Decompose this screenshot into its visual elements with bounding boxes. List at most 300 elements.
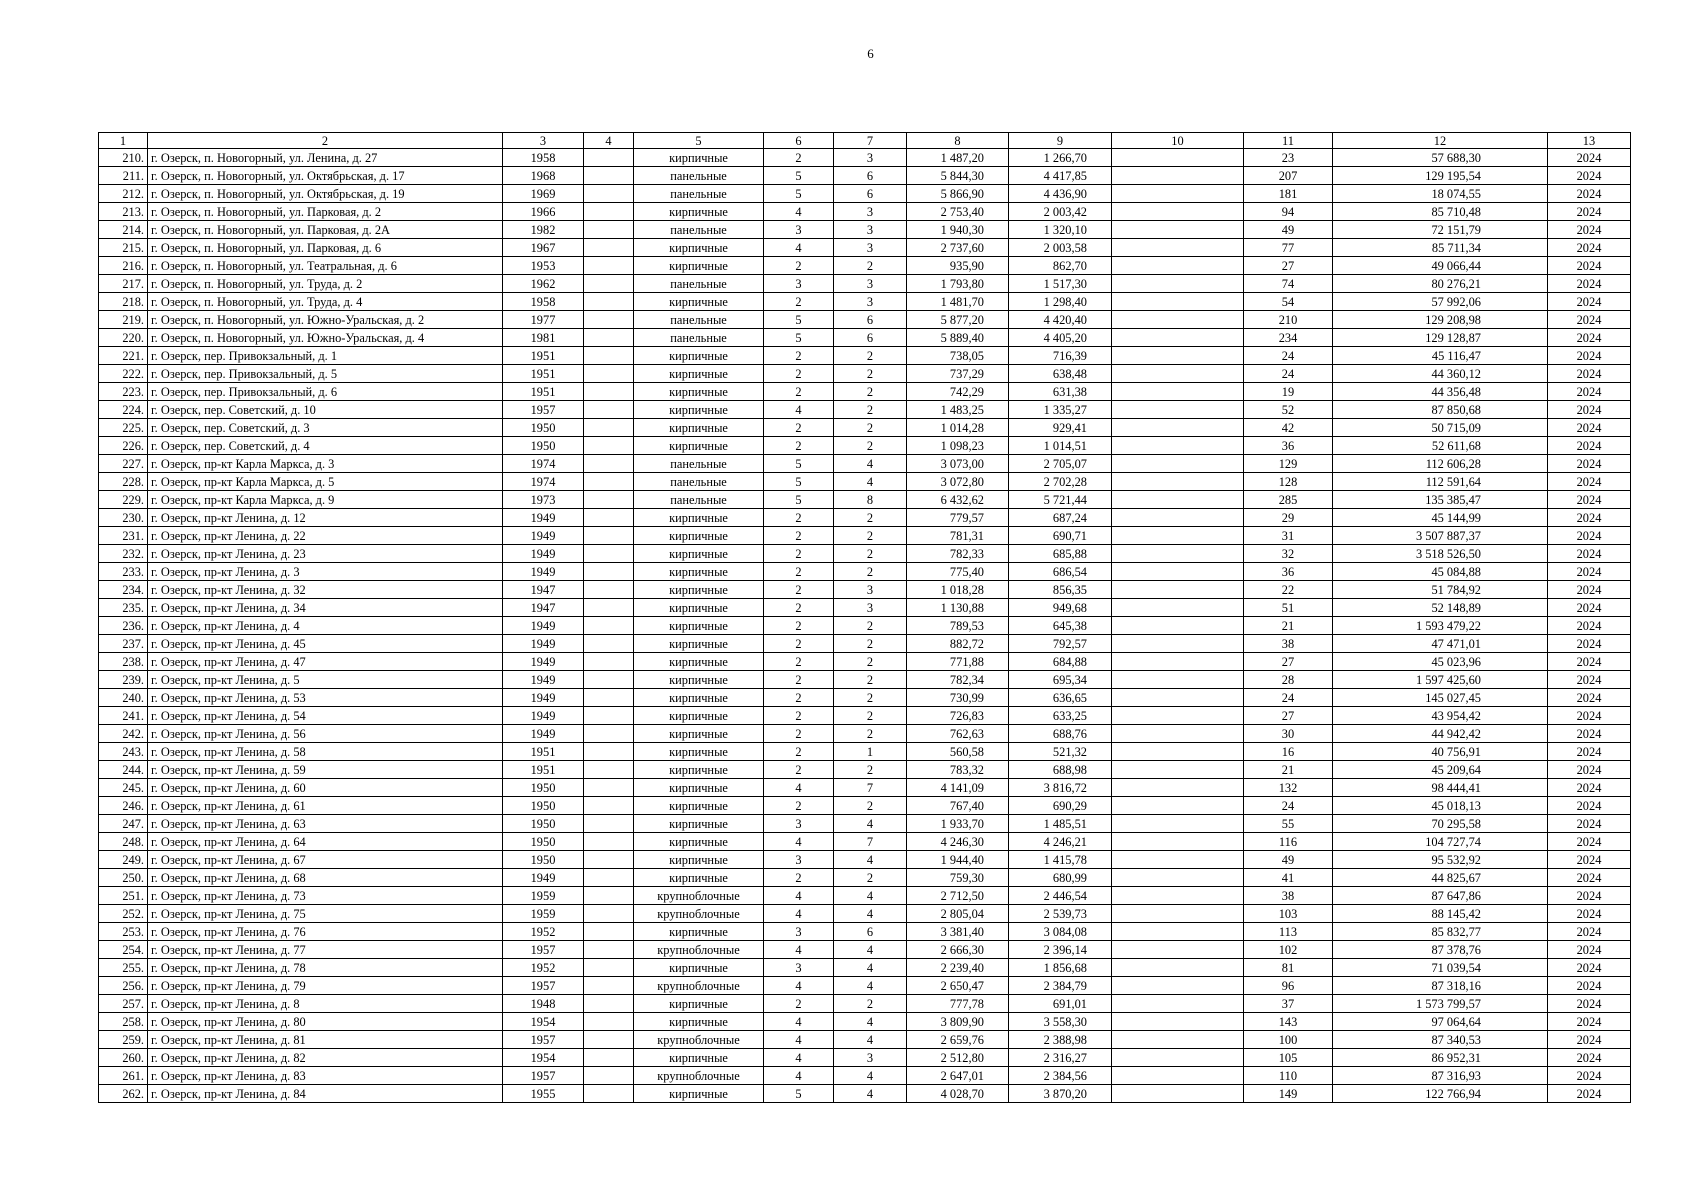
- cell-total-area: 1 944,40: [907, 851, 1009, 869]
- cell-row-number: 250.: [99, 869, 148, 887]
- table-row: [99, 257, 1631, 275]
- table-row: [99, 419, 1631, 437]
- cell-entrances: 3: [834, 599, 907, 617]
- column-header-1: 1: [99, 133, 148, 149]
- cell-cost: 44 825,67: [1333, 869, 1548, 887]
- cell-year-built: 1974: [503, 455, 584, 473]
- cell-address: г. Озерск, пр-кт Ленина, д. 82: [148, 1049, 503, 1067]
- cell-entrances: 4: [834, 959, 907, 977]
- cell-cost: 129 195,54: [1333, 167, 1548, 185]
- cell-address: г. Озерск, пр-кт Ленина, д. 23: [148, 545, 503, 563]
- cell-wall-material: крупноблочные: [634, 977, 764, 995]
- cell-row-number: 215.: [99, 239, 148, 257]
- cell-year-planned: 2024: [1548, 293, 1631, 311]
- cell-year-planned: 2024: [1548, 311, 1631, 329]
- table-row: [99, 995, 1631, 1013]
- cell-living-area: 690,29: [1009, 797, 1112, 815]
- cell-year-built: 1959: [503, 887, 584, 905]
- cell-col-4: [584, 635, 634, 653]
- cell-address: г. Озерск, п. Новогорный, ул. Парковая, д. 2: [148, 203, 503, 221]
- cell-residents: 32: [1244, 545, 1333, 563]
- cell-wall-material: кирпичные: [634, 257, 764, 275]
- cell-residents: 81: [1244, 959, 1333, 977]
- cell-residents: 24: [1244, 797, 1333, 815]
- table-row: [99, 977, 1631, 995]
- cell-wall-material: крупноблочные: [634, 941, 764, 959]
- table-row: [99, 509, 1631, 527]
- cell-year-planned: 2024: [1548, 419, 1631, 437]
- cell-col-4: [584, 707, 634, 725]
- cell-floors: 3: [764, 275, 834, 293]
- cell-address: г. Озерск, п. Новогорный, ул. Парковая, д. 2А: [148, 221, 503, 239]
- cell-cost: 57 688,30: [1333, 149, 1548, 167]
- cell-floors: 4: [764, 239, 834, 257]
- cell-col-10: [1112, 419, 1244, 437]
- cell-col-4: [584, 365, 634, 383]
- cell-cost: 112 591,64: [1333, 473, 1548, 491]
- cell-address: г. Озерск, пр-кт Ленина, д. 47: [148, 653, 503, 671]
- cell-year-planned: 2024: [1548, 185, 1631, 203]
- column-header-6: 6: [764, 133, 834, 149]
- cell-residents: 234: [1244, 329, 1333, 347]
- cell-floors: 4: [764, 203, 834, 221]
- cell-cost: 80 276,21: [1333, 275, 1548, 293]
- cell-year-planned: 2024: [1548, 833, 1631, 851]
- cell-year-planned: 2024: [1548, 905, 1631, 923]
- column-header-12: 12: [1333, 133, 1548, 149]
- cell-cost: 98 444,41: [1333, 779, 1548, 797]
- cell-residents: 149: [1244, 1085, 1333, 1103]
- cell-floors: 2: [764, 707, 834, 725]
- cell-floors: 2: [764, 581, 834, 599]
- cell-residents: 100: [1244, 1031, 1333, 1049]
- cell-total-area: 777,78: [907, 995, 1009, 1013]
- cell-living-area: 2 003,42: [1009, 203, 1112, 221]
- cell-living-area: 686,54: [1009, 563, 1112, 581]
- cell-col-4: [584, 959, 634, 977]
- cell-residents: 54: [1244, 293, 1333, 311]
- cell-col-10: [1112, 743, 1244, 761]
- cell-entrances: 6: [834, 329, 907, 347]
- cell-col-4: [584, 527, 634, 545]
- cell-year-built: 1949: [503, 707, 584, 725]
- cell-cost: 50 715,09: [1333, 419, 1548, 437]
- cell-address: г. Озерск, пер. Привокзальный, д. 6: [148, 383, 503, 401]
- column-header-9: 9: [1009, 133, 1112, 149]
- table-row: [99, 239, 1631, 257]
- cell-entrances: 2: [834, 797, 907, 815]
- cell-total-area: 3 381,40: [907, 923, 1009, 941]
- cell-year-built: 1962: [503, 275, 584, 293]
- cell-floors: 4: [764, 977, 834, 995]
- cell-wall-material: кирпичные: [634, 239, 764, 257]
- cell-year-planned: 2024: [1548, 887, 1631, 905]
- cell-residents: 23: [1244, 149, 1333, 167]
- cell-floors: 2: [764, 383, 834, 401]
- cell-year-built: 1949: [503, 509, 584, 527]
- cell-living-area: 1 485,51: [1009, 815, 1112, 833]
- cell-address: г. Озерск, п. Новогорный, ул. Октябрьская, д. 19: [148, 185, 503, 203]
- cell-cost: 129 128,87: [1333, 329, 1548, 347]
- cell-floors: 3: [764, 851, 834, 869]
- cell-row-number: 257.: [99, 995, 148, 1013]
- cell-cost: 52 611,68: [1333, 437, 1548, 455]
- cell-wall-material: кирпичные: [634, 707, 764, 725]
- cell-cost: 1 593 479,22: [1333, 617, 1548, 635]
- cell-col-4: [584, 905, 634, 923]
- cell-residents: 181: [1244, 185, 1333, 203]
- cell-residents: 51: [1244, 599, 1333, 617]
- cell-year-built: 1958: [503, 149, 584, 167]
- cell-year-built: 1949: [503, 635, 584, 653]
- cell-col-10: [1112, 833, 1244, 851]
- cell-col-4: [584, 311, 634, 329]
- cell-row-number: 216.: [99, 257, 148, 275]
- cell-wall-material: кирпичные: [634, 761, 764, 779]
- cell-total-area: 1 481,70: [907, 293, 1009, 311]
- cell-floors: 2: [764, 635, 834, 653]
- cell-wall-material: кирпичные: [634, 1049, 764, 1067]
- table-row: [99, 1049, 1631, 1067]
- table-row: [99, 293, 1631, 311]
- cell-wall-material: кирпичные: [634, 347, 764, 365]
- cell-wall-material: кирпичные: [634, 563, 764, 581]
- cell-cost: 72 151,79: [1333, 221, 1548, 239]
- cell-residents: 31: [1244, 527, 1333, 545]
- cell-wall-material: панельные: [634, 221, 764, 239]
- cell-wall-material: кирпичные: [634, 401, 764, 419]
- cell-entrances: 3: [834, 275, 907, 293]
- cell-year-built: 1950: [503, 833, 584, 851]
- cell-cost: 122 766,94: [1333, 1085, 1548, 1103]
- cell-col-10: [1112, 941, 1244, 959]
- cell-address: г. Озерск, п. Новогорный, ул. Октябрьская, д. 17: [148, 167, 503, 185]
- cell-floors: 2: [764, 149, 834, 167]
- cell-living-area: 856,35: [1009, 581, 1112, 599]
- cell-floors: 5: [764, 455, 834, 473]
- cell-entrances: 3: [834, 581, 907, 599]
- cell-col-10: [1112, 329, 1244, 347]
- cell-address: г. Озерск, пер. Привокзальный, д. 1: [148, 347, 503, 365]
- cell-year-built: 1973: [503, 491, 584, 509]
- cell-total-area: 5 889,40: [907, 329, 1009, 347]
- cell-residents: 42: [1244, 419, 1333, 437]
- cell-entrances: 2: [834, 707, 907, 725]
- cell-cost: 95 532,92: [1333, 851, 1548, 869]
- cell-entrances: 6: [834, 185, 907, 203]
- cell-wall-material: кирпичные: [634, 509, 764, 527]
- cell-col-4: [584, 1049, 634, 1067]
- cell-wall-material: кирпичные: [634, 869, 764, 887]
- cell-year-built: 1981: [503, 329, 584, 347]
- cell-entrances: 4: [834, 905, 907, 923]
- cell-col-4: [584, 599, 634, 617]
- cell-living-area: 688,76: [1009, 725, 1112, 743]
- cell-wall-material: кирпичные: [634, 1085, 764, 1103]
- cell-cost: 87 318,16: [1333, 977, 1548, 995]
- cell-total-area: 3 809,90: [907, 1013, 1009, 1031]
- cell-entrances: 2: [834, 437, 907, 455]
- cell-living-area: 680,99: [1009, 869, 1112, 887]
- cell-row-number: 221.: [99, 347, 148, 365]
- cell-year-built: 1957: [503, 977, 584, 995]
- table-row: [99, 833, 1631, 851]
- cell-address: г. Озерск, пр-кт Ленина, д. 61: [148, 797, 503, 815]
- cell-wall-material: кирпичные: [634, 959, 764, 977]
- cell-residents: 36: [1244, 563, 1333, 581]
- cell-year-built: 1951: [503, 365, 584, 383]
- cell-row-number: 224.: [99, 401, 148, 419]
- cell-living-area: 2 388,98: [1009, 1031, 1112, 1049]
- cell-wall-material: кирпичные: [634, 815, 764, 833]
- cell-col-10: [1112, 815, 1244, 833]
- cell-cost: 87 850,68: [1333, 401, 1548, 419]
- cell-year-planned: 2024: [1548, 203, 1631, 221]
- cell-year-planned: 2024: [1548, 995, 1631, 1013]
- cell-living-area: 4 405,20: [1009, 329, 1112, 347]
- table-row: [99, 653, 1631, 671]
- cell-wall-material: панельные: [634, 473, 764, 491]
- cell-year-built: 1949: [503, 689, 584, 707]
- cell-wall-material: кирпичные: [634, 203, 764, 221]
- cell-total-area: 2 666,30: [907, 941, 1009, 959]
- cell-total-area: 1 130,88: [907, 599, 1009, 617]
- cell-row-number: 218.: [99, 293, 148, 311]
- cell-residents: 24: [1244, 347, 1333, 365]
- cell-col-4: [584, 347, 634, 365]
- cell-col-10: [1112, 905, 1244, 923]
- cell-total-area: 771,88: [907, 653, 1009, 671]
- cell-total-area: 1 940,30: [907, 221, 1009, 239]
- cell-wall-material: панельные: [634, 275, 764, 293]
- cell-year-built: 1949: [503, 653, 584, 671]
- cell-residents: 24: [1244, 365, 1333, 383]
- cell-floors: 2: [764, 797, 834, 815]
- table-row: [99, 527, 1631, 545]
- cell-col-10: [1112, 959, 1244, 977]
- cell-col-10: [1112, 761, 1244, 779]
- cell-col-4: [584, 1013, 634, 1031]
- cell-entrances: 2: [834, 419, 907, 437]
- cell-year-built: 1966: [503, 203, 584, 221]
- cell-address: г. Озерск, пер. Советский, д. 3: [148, 419, 503, 437]
- cell-wall-material: кирпичные: [634, 419, 764, 437]
- cell-year-built: 1950: [503, 851, 584, 869]
- cell-total-area: 781,31: [907, 527, 1009, 545]
- cell-entrances: 2: [834, 401, 907, 419]
- cell-year-built: 1949: [503, 527, 584, 545]
- cell-residents: 49: [1244, 221, 1333, 239]
- table-row: [99, 923, 1631, 941]
- table-row: [99, 1031, 1631, 1049]
- cell-col-4: [584, 815, 634, 833]
- cell-floors: 4: [764, 1049, 834, 1067]
- cell-cost: 87 378,76: [1333, 941, 1548, 959]
- cell-year-built: 1969: [503, 185, 584, 203]
- cell-col-10: [1112, 671, 1244, 689]
- cell-total-area: 742,29: [907, 383, 1009, 401]
- cell-row-number: 235.: [99, 599, 148, 617]
- cell-entrances: 2: [834, 995, 907, 1013]
- cell-address: г. Озерск, пр-кт Ленина, д. 75: [148, 905, 503, 923]
- cell-total-area: 767,40: [907, 797, 1009, 815]
- table-row: [99, 689, 1631, 707]
- page-number: 6: [867, 46, 874, 61]
- cell-residents: 74: [1244, 275, 1333, 293]
- cell-year-built: 1950: [503, 779, 584, 797]
- column-header-2: 2: [148, 133, 503, 149]
- cell-year-planned: 2024: [1548, 923, 1631, 941]
- cell-floors: 3: [764, 815, 834, 833]
- cell-address: г. Озерск, пр-кт Ленина, д. 81: [148, 1031, 503, 1049]
- cell-col-10: [1112, 653, 1244, 671]
- cell-cost: 104 727,74: [1333, 833, 1548, 851]
- cell-year-planned: 2024: [1548, 509, 1631, 527]
- cell-row-number: 223.: [99, 383, 148, 401]
- cell-residents: 77: [1244, 239, 1333, 257]
- cell-total-area: 4 028,70: [907, 1085, 1009, 1103]
- table-row: [99, 869, 1631, 887]
- cell-col-10: [1112, 437, 1244, 455]
- cell-year-planned: 2024: [1548, 239, 1631, 257]
- cell-year-planned: 2024: [1548, 437, 1631, 455]
- cell-year-planned: 2024: [1548, 167, 1631, 185]
- cell-total-area: 2 659,76: [907, 1031, 1009, 1049]
- cell-total-area: 5 866,90: [907, 185, 1009, 203]
- cell-year-built: 1957: [503, 401, 584, 419]
- cell-col-4: [584, 185, 634, 203]
- cell-col-4: [584, 995, 634, 1013]
- cell-total-area: 762,63: [907, 725, 1009, 743]
- cell-living-area: 3 084,08: [1009, 923, 1112, 941]
- cell-entrances: 2: [834, 617, 907, 635]
- table-row: [99, 725, 1631, 743]
- cell-year-planned: 2024: [1548, 707, 1631, 725]
- cell-year-built: 1949: [503, 671, 584, 689]
- cell-floors: 4: [764, 401, 834, 419]
- cell-row-number: 255.: [99, 959, 148, 977]
- cell-col-10: [1112, 725, 1244, 743]
- cell-entrances: 4: [834, 977, 907, 995]
- cell-entrances: 7: [834, 779, 907, 797]
- cell-entrances: 2: [834, 545, 907, 563]
- cell-total-area: 1 933,70: [907, 815, 1009, 833]
- cell-living-area: 631,38: [1009, 383, 1112, 401]
- cell-cost: 3 518 526,50: [1333, 545, 1548, 563]
- cell-address: г. Озерск, пр-кт Ленина, д. 64: [148, 833, 503, 851]
- cell-year-planned: 2024: [1548, 815, 1631, 833]
- cell-row-number: 248.: [99, 833, 148, 851]
- cell-col-4: [584, 887, 634, 905]
- cell-col-10: [1112, 383, 1244, 401]
- cell-total-area: 2 712,50: [907, 887, 1009, 905]
- cell-year-built: 1950: [503, 419, 584, 437]
- cell-residents: 132: [1244, 779, 1333, 797]
- cell-col-10: [1112, 311, 1244, 329]
- table-row: [99, 815, 1631, 833]
- cell-year-planned: 2024: [1548, 347, 1631, 365]
- cell-col-10: [1112, 293, 1244, 311]
- cell-residents: 38: [1244, 635, 1333, 653]
- cell-floors: 3: [764, 959, 834, 977]
- cell-col-4: [584, 473, 634, 491]
- cell-total-area: 1 014,28: [907, 419, 1009, 437]
- cell-col-10: [1112, 995, 1244, 1013]
- cell-wall-material: кирпичные: [634, 653, 764, 671]
- column-header-5: 5: [634, 133, 764, 149]
- cell-address: г. Озерск, пр-кт Ленина, д. 80: [148, 1013, 503, 1031]
- cell-col-10: [1112, 1031, 1244, 1049]
- cell-total-area: 1 487,20: [907, 149, 1009, 167]
- cell-floors: 4: [764, 1067, 834, 1085]
- table-row: [99, 203, 1631, 221]
- cell-cost: 57 992,06: [1333, 293, 1548, 311]
- cell-residents: 94: [1244, 203, 1333, 221]
- cell-col-10: [1112, 689, 1244, 707]
- cell-year-built: 1950: [503, 815, 584, 833]
- cell-total-area: 935,90: [907, 257, 1009, 275]
- cell-floors: 2: [764, 725, 834, 743]
- table-row: [99, 329, 1631, 347]
- cell-col-4: [584, 797, 634, 815]
- cell-residents: 96: [1244, 977, 1333, 995]
- cell-col-10: [1112, 203, 1244, 221]
- cell-year-built: 1951: [503, 347, 584, 365]
- cell-residents: 27: [1244, 257, 1333, 275]
- cell-row-number: 253.: [99, 923, 148, 941]
- cell-cost: 85 710,48: [1333, 203, 1548, 221]
- cell-col-4: [584, 977, 634, 995]
- cell-row-number: 261.: [99, 1067, 148, 1085]
- cell-col-10: [1112, 275, 1244, 293]
- cell-living-area: 2 446,54: [1009, 887, 1112, 905]
- column-header-row: [99, 133, 1631, 149]
- cell-floors: 2: [764, 365, 834, 383]
- cell-total-area: 2 512,80: [907, 1049, 1009, 1067]
- cell-living-area: 1 266,70: [1009, 149, 1112, 167]
- cell-entrances: 2: [834, 689, 907, 707]
- cell-cost: 40 756,91: [1333, 743, 1548, 761]
- cell-entrances: 1: [834, 743, 907, 761]
- cell-row-number: 210.: [99, 149, 148, 167]
- cell-wall-material: кирпичные: [634, 149, 764, 167]
- cell-entrances: 3: [834, 239, 907, 257]
- cell-row-number: 239.: [99, 671, 148, 689]
- cell-year-planned: 2024: [1548, 959, 1631, 977]
- cell-row-number: 225.: [99, 419, 148, 437]
- cell-row-number: 252.: [99, 905, 148, 923]
- cell-cost: 112 606,28: [1333, 455, 1548, 473]
- cell-col-10: [1112, 167, 1244, 185]
- cell-address: г. Озерск, пр-кт Ленина, д. 78: [148, 959, 503, 977]
- table-row: [99, 383, 1631, 401]
- cell-entrances: 2: [834, 671, 907, 689]
- cell-col-4: [584, 851, 634, 869]
- cell-living-area: 688,98: [1009, 761, 1112, 779]
- cell-row-number: 211.: [99, 167, 148, 185]
- cell-col-10: [1112, 923, 1244, 941]
- cell-col-4: [584, 239, 634, 257]
- cell-row-number: 231.: [99, 527, 148, 545]
- cell-row-number: 230.: [99, 509, 148, 527]
- cell-row-number: 227.: [99, 455, 148, 473]
- cell-year-built: 1949: [503, 545, 584, 563]
- cell-entrances: 6: [834, 167, 907, 185]
- cell-floors: 2: [764, 347, 834, 365]
- cell-cost: 51 784,92: [1333, 581, 1548, 599]
- cell-entrances: 2: [834, 869, 907, 887]
- cell-cost: 85 832,77: [1333, 923, 1548, 941]
